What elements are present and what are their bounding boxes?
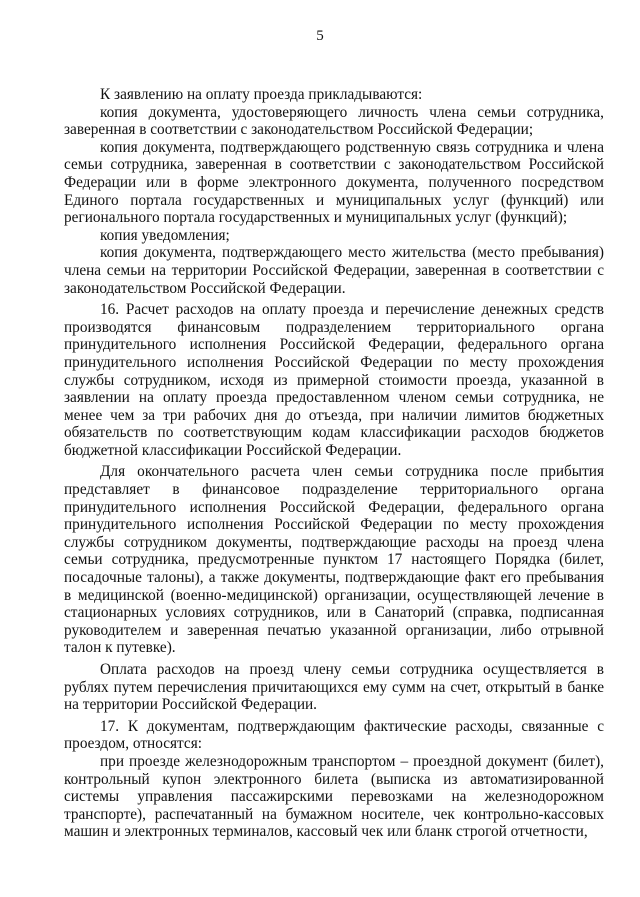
paragraph: копия документа, подтверждающего родственную связь сотрудника и члена семьи сотрудника, заверенная в соответствии с законодательством Российской Федерации или в форме электронного документа, полученного посредством Единого портала государственных и муниципальных услуг (функций) или регионального портала государственных и муниципальных услуг (функций); (64, 138, 604, 227)
paragraph: К заявлению на оплату проезда прикладываются: (100, 86, 423, 103)
paragraph: копия документа, подтверждающего место жительства (место пребывания) члена семьи на территории Российской Федерации, заверенная в соответствии с законодательством Российской Федерации. (64, 244, 604, 297)
paragraph: 16. Расчет расходов на оплату проезда и перечисление денежных средств производятся финансовым подразделением территориального органа принудительного исполнения Российской Федерации, федерального органа принудительного исполнения Российской Федерации по месту прохождения службы сотрудником, исходя из примерной стоимости проезда, указанной в заявлении на оплату проезда предоставленном членом семьи сотрудника, не менее чем за три рабочих дня до отъезда, при наличии лимитов бюджетных обязательств по соответствующим кодам классификации расходов бюджетов бюджетной классификации Российской Федерации. (64, 301, 604, 459)
paragraph: 17. К документам, подтверждающим фактические расходы, связанные с проездом, относятся: (64, 717, 604, 753)
paragraph: копия документа, удостоверяющего личность члена семьи сотрудника, заверенная в соответствии с законодательством Российской Федерации; (64, 103, 604, 139)
paragraph: Для окончательного расчета член семьи сотрудника после прибытия представляет в финансовое подразделение территориального органа принудительного исполнения Российской Федерации, федерального органа принудительного исполнения Российской Федерации по месту прохождения службы сотрудником документы, подтверждающие расходы на проезд члена семьи сотрудника, предусмотренные пунктом 17 настоящего Порядка (билет, посадочные талоны), а также документы, подтверждающие факт его пребывания в медицинской (военно-медицинской) организации, осуществляющей лечение в стационарных условиях сотрудников, или в Санаторий (справка, подписанная руководителем и заверенная печатью указанной организации, либо отрывной талон к путевке). (64, 463, 604, 657)
document-body (64, 86, 604, 841)
paragraph: при проезде железнодорожным транспортом – проездной документ (билет), контрольный купон электронного билета (выписка из автоматизированной системы управления пассажирскими перевозками на железнодорожном транспорте), распечатанный на бумажном носителе, чек контрольно-кассовых машин и электронных терминалов, кассовый чек или бланк строгой отчетности, (64, 752, 604, 841)
paragraph: Оплата расходов на проезд члену семьи сотрудника осуществляется в рублях путем перечисления причитающихся ему сумм на счет, открытый в банке на территории Российской Федерации. (64, 661, 604, 714)
page-number: 5 (316, 28, 324, 44)
paragraph: копия уведомления; (100, 226, 230, 244)
